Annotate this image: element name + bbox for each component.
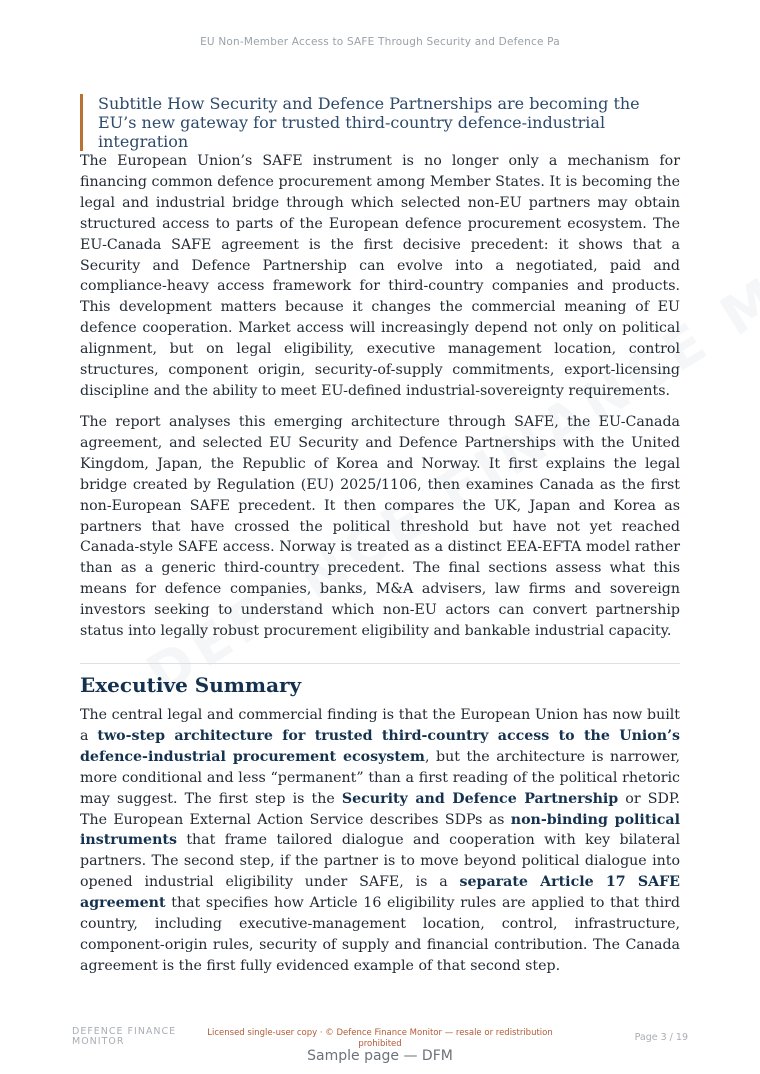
section-heading-executive-summary: Executive Summary [80,673,302,697]
executive-summary-paragraph [80,705,680,977]
subtitle-callout [80,94,678,151]
summary-bold-4: separate Article 17 SAFE agreement [80,874,681,912]
summary-text-5: that specifies how Article 16 eligibility rules are applied to that third country, including executive-management location, control, infrastructure, component-origin rules, security of supply and financial contribution. The Canada agreement is the first fully evidenced example of that second step. [80,895,680,974]
body-paragraph-1: The European Union’s SAFE instrument is no longer only a mechanism for financing common defence procurement among Member States. It is becoming the legal and industrial bridge through which selected non-EU partners may obtain structured access to parts of the European defence procurement ecosystem. The EU-Canada SAFE agreement is the first decisive precedent: it shows that a Security and Defence Partnership can evolve into a negotiated, paid and compliance-heavy access framework for third-country companies and products. This development matters because it changes the commercial meaning of EU defence cooperation. Market access will increasingly depend not only on political alignment, but on legal eligibility, executive management location, control structures, component origin, security-of-supply commitments, export-licensing discipline and the ability to meet EU-defined industrial-sovereignty requirements. [80,153,680,399]
footer-publisher [72,1027,192,1047]
summary-text-1: The central legal and commercial finding is that the European Union has now built a [80,707,680,744]
footer-publisher-line-2: MONITOR [72,1036,125,1047]
summary-text-4: that frame tailored dialogue and cooperation with key bilateral partners. The second step, if the partner is to move beyond political dialogue into opened industrial eligibility under SAFE, is a [80,832,680,891]
summary-bold-2: Security and Defence Partnership [341,790,619,807]
footer-license-notice: Licensed single-user copy · © Defence Finance Monitor — resale or redistribution prohibited [207,1028,553,1049]
sample-page-caption: Sample page — DFM [307,1048,453,1064]
body-paragraph-2: The report analyses this emerging architecture through SAFE, the EU-Canada agreement, and selected EU Security and Defence Partnerships with the United Kingdom, Japan, the Republic of Korea and Norway. It first explains the legal bridge created by Regulation (EU) 2025/1106, then examines Canada as the first non-European SAFE precedent. It then compares the UK, Japan and Korea as partners that have crossed the political threshold but have not yet reached Canada-style SAFE access. Norway is treated as a distinct EEA-EFTA model rather than as a generic third-country precedent. The final sections assess what this means for defence companies, banks, M&A advisers, law firms and sovereign investors seeking to understand which non-EU actors can convert partnership status into legally robust procurement eligibility and bankable industrial capacity. [80,414,680,640]
summary-bold-1: two-step architecture for trusted third-country access to the Union’s defence-industrial procurement ecosystem [80,727,680,765]
running-header: EU Non-Member Access to SAFE Through Security and Defence Pa [200,36,560,48]
section-divider [80,663,680,664]
footer-page-number: Page 3 / 19 [634,1032,688,1043]
summary-bold-3: non-binding political instruments [80,811,680,849]
subtitle-text: Subtitle How Security and Defence Partnerships are becoming the EU’s new gateway for trusted third-country defence-industrial integration [98,94,640,151]
footer-publisher-line-1: DEFENCE FINANCE [72,1026,177,1037]
summary-text-3: or SDP. The European External Action Service describes SDPs as [80,790,681,828]
summary-text-2: , but the architecture is narrower, more conditional and less “permanent” than a first reading of the political rhetoric may suggest. The first step is the [80,748,680,807]
